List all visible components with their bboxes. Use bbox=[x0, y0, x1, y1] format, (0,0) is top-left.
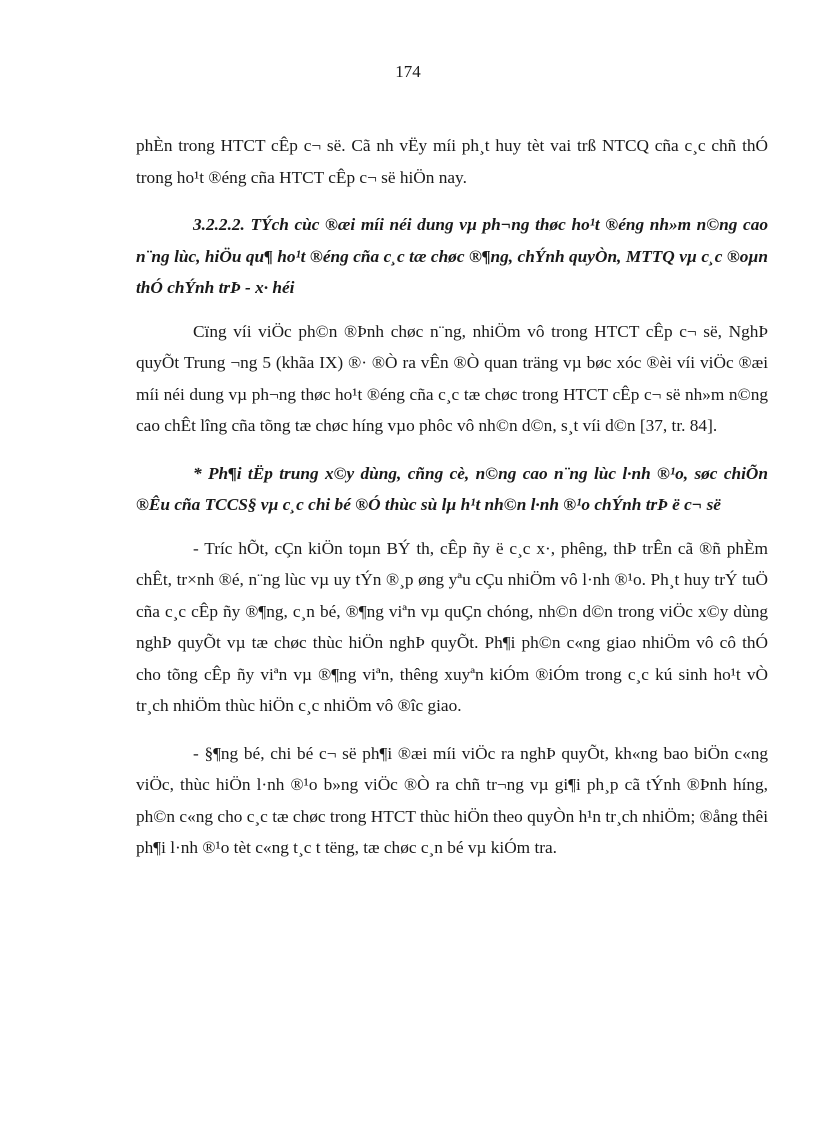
paragraph-2: Cïng víi viÖc ph©n ®Þnh chøc n¨ng, nhiÖm vô trong HTCT cÊp c¬ së, NghÞ quyÕt Trung ¬ng 5 (khãa IX) ®· ®Ò ra vÊn ®Ò quan träng vµ bøc xóc ®èi víi viÖc ®æi míi néi dung vµ ph¬ng thøc ho¹t ®éng cña c¸c tæ chøc trong HTCT cÊp c¬ së nh»m n©ng cao chÊt lîng cña tõng tæ chøc híng vµo phôc vô nh©n d©n, s¸t víi d©n [37, tr. 84]. bbox=[136, 321, 768, 435]
page-number: 174 bbox=[395, 62, 421, 81]
section-heading-3-2-2-2: 3.2.2.2. TÝch cùc ®æi míi néi dung vµ ph¬ng thøc ho¹t ®éng nh»m n©ng cao n¨ng lùc, hiÖu qu¶ ho¹t ®éng cña c¸c tæ chøc ®¶ng, chÝnh quyÒn, MTTQ vµ c¸c ®oµn thÓ chÝnh trÞ - x· héi bbox=[136, 215, 768, 297]
paragraph-3: - Tríc hÕt, cÇn kiÖn toµn BÝ th, cÊp ñy ë c¸c x·, phêng, thÞ trÊn cã ®ñ phÈm chÊt, tr×nh ®é, n¨ng lùc vµ uy tÝn ®¸p øng yªu cÇu nhiÖm vô l·nh ®¹o. Ph¸t huy trÝ tuÖ cña c¸c cÊp ñy ®¶ng, c¸n bé, ®¶ng viªn vµ quÇn chóng, nh©n d©n trong viÖc x©y dùng nghÞ quyÕt vµ tæ chøc thùc hiÖn nghÞ quyÕt. Ph¶i ph©n c«ng giao nhiÖm vô cô thÓ cho tõng cÊp ñy viªn vµ ®¶ng viªn, thêng xuyªn kiÓm ®iÓm trong c¸c kú sinh ho¹t vÒ tr¸ch nhiÖm thùc hiÖn c¸c nhiÖm vô ®îc giao. bbox=[136, 538, 768, 715]
page-body bbox=[136, 130, 768, 880]
paragraph-1: phÈn trong HTCT cÊp c¬ së. Cã nh vËy míi ph¸t huy tèt vai trß NTCQ cña c¸c chñ thÓ trong ho¹t ®éng cña HTCT cÊp c¬ së hiÖn nay. bbox=[136, 136, 768, 187]
paragraph-4: - §¶ng bé, chi bé c¬ së ph¶i ®æi míi viÖc ra nghÞ quyÕt, kh«ng bao biÖn c«ng viÖc, thùc hiÖn l·nh ®¹o b»ng viÖc ®Ò ra chñ tr¬ng vµ gi¶i ph¸p cã tÝnh ®Þnh híng, ph©n c«ng cho c¸c tæ chøc trong HTCT thùc hiÖn theo quyÒn h¹n tr¸ch nhiÖm; ®ång thêi ph¶i l·nh ®¹o tèt c«ng t¸c t tëng, tæ chøc c¸n bé vµ kiÓm tra. bbox=[136, 743, 768, 857]
subsection-heading: * Ph¶i tËp trung x©y dùng, cñng cè, n©ng cao n¨ng lùc l·nh ®¹o, søc chiÕn ®Êu cña TCCS§ vµ c¸c chi bé ®Ó thùc sù lµ h¹t nh©n l·nh ®¹o chÝnh trÞ ë c¬ së bbox=[136, 463, 768, 514]
